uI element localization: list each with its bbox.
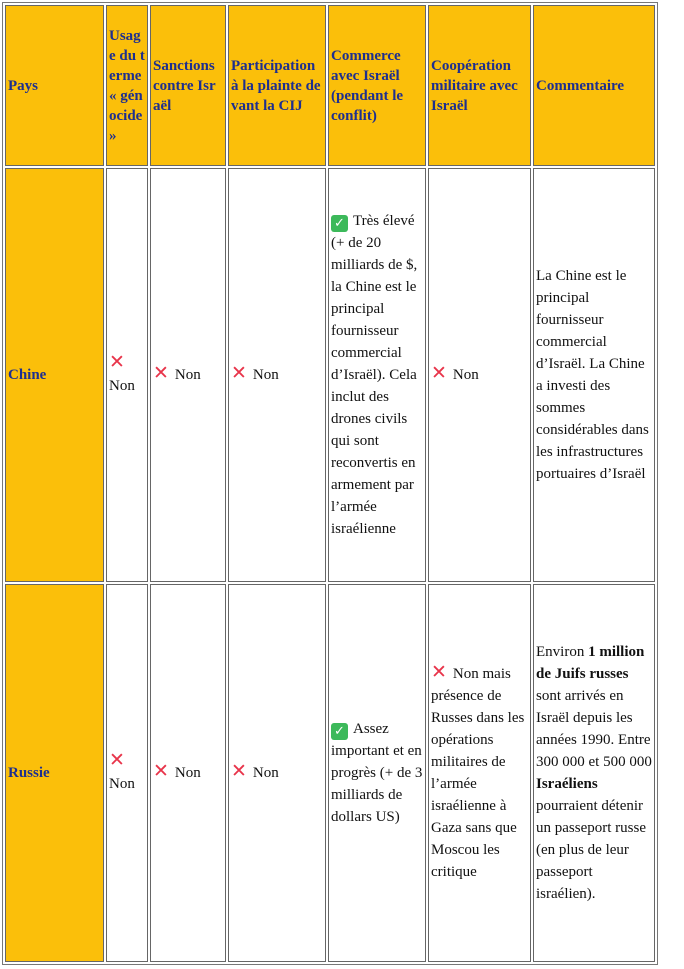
cij-cell — [228, 584, 326, 962]
cross-mark-icon: ✕ — [231, 760, 247, 782]
header-comment: Commentaire — [533, 5, 655, 166]
sanctions-cell — [150, 168, 226, 582]
header-row — [5, 5, 655, 166]
country-cell: Russie — [5, 584, 104, 962]
cross-mark-icon: ✕ — [231, 362, 247, 384]
sanctions-value: Non — [174, 765, 201, 781]
military-value: Non mais présence de Russes dans les opérations militaires de l’armée israélienne à Gaza sans que Moscou les critique — [431, 666, 525, 880]
check-mark-icon: ✓ — [331, 723, 348, 740]
commerce-value: Très élevé (+ de 20 milliards de $, la Chine est le principal fournisseur commercial d’Israël). Cela inclut des drones civils qui sont reconvertis en armement par l’armée israélienne — [331, 213, 418, 537]
military-value: Non — [452, 367, 479, 383]
genocide-cell — [106, 168, 148, 582]
cross-mark-icon: ✕ — [109, 351, 125, 373]
table-wrapper — [2, 2, 658, 965]
genocide-value: Non — [109, 776, 135, 792]
commerce-cell — [328, 584, 426, 962]
genocide-value: Non — [109, 378, 135, 394]
cij-value: Non — [252, 765, 279, 781]
comment-bold-2: Israéliens — [536, 776, 598, 792]
header-military: Coopération militaire avec Israël — [428, 5, 531, 166]
comment-text: La Chine est le principal fournisseur commercial d’Israël. La Chine a investi des sommes considérables dans les infrastructures portuaires d’Israël — [536, 268, 649, 482]
cross-mark-icon: ✕ — [431, 362, 447, 384]
comparison-table — [2, 2, 658, 965]
check-mark-icon: ✓ — [331, 215, 348, 232]
header-sanctions: Sanctions contre Israël — [150, 5, 226, 166]
country-cell: Chine — [5, 168, 104, 582]
header-genocide: Usage du terme « génocide » — [106, 5, 148, 166]
cij-cell — [228, 168, 326, 582]
commerce-value: Assez important et en progrès (+ de 3 milliards de dollars US) — [331, 721, 423, 825]
header-pays: Pays — [5, 5, 104, 166]
comment-text-1: Environ — [536, 644, 589, 660]
comment-cell — [533, 584, 655, 962]
commerce-cell — [328, 168, 426, 582]
comment-bold-1: 1 million de Juifs russes — [536, 644, 645, 682]
comment-cell — [533, 168, 655, 582]
comment-text-2: sont arrivés en Israël depuis les années 1990. Entre 300 000 et 500 000 — [536, 688, 652, 770]
cross-mark-icon: ✕ — [109, 749, 125, 771]
cross-mark-icon: ✕ — [153, 362, 169, 384]
military-cell — [428, 168, 531, 582]
genocide-cell — [106, 584, 148, 962]
header-commerce: Commerce avec Israël (pendant le conflit) — [328, 5, 426, 166]
cross-mark-icon: ✕ — [153, 760, 169, 782]
sanctions-value: Non — [174, 367, 201, 383]
table-row-russie — [5, 584, 655, 962]
header-cij: Participation à la plainte devant la CIJ — [228, 5, 326, 166]
cij-value: Non — [252, 367, 279, 383]
comment-text-3: pourraient détenir un passeport russe (en plus de leur passeport israélien). — [536, 798, 646, 902]
table-row-chine — [5, 168, 655, 582]
sanctions-cell — [150, 584, 226, 962]
military-cell — [428, 584, 531, 962]
cross-mark-icon: ✕ — [431, 661, 447, 683]
